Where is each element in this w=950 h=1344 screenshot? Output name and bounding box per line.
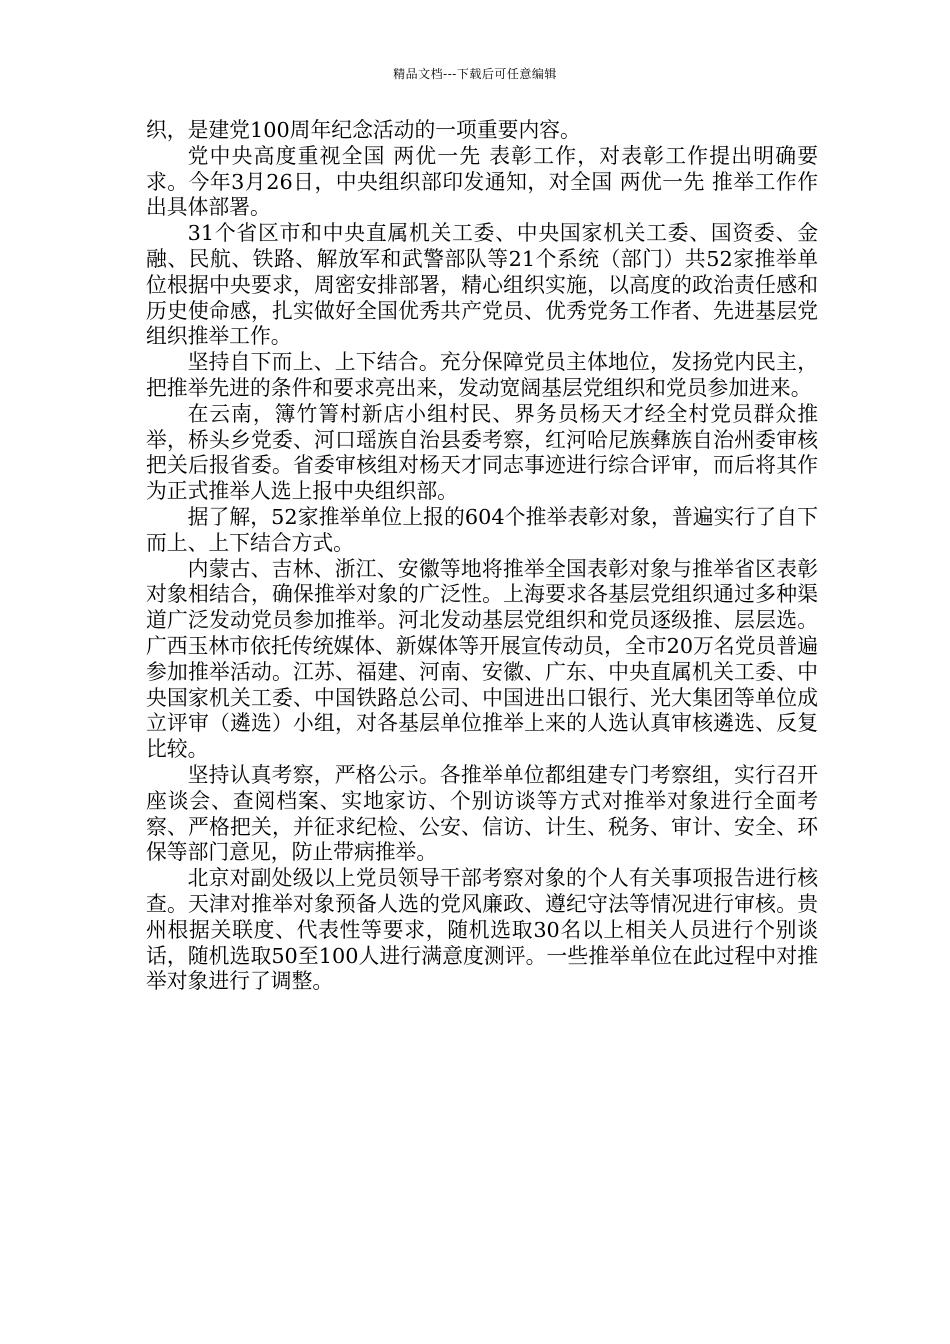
page-header: 精品文档---下载后可任意编辑 — [393, 67, 557, 81]
paragraph: 内蒙古、吉林、浙江、安徽等地将推举全国表彰对象与推举省区表彰对象相结合，确保推举对象的广泛性。上海要求各基层党组织通过多种渠道广泛发动党员参加推举。河北发动基层党组织和党员逐级推、层层选。广西玉林市依托传统媒体、新媒体等开展宣传动员，全市20万名党员普遍参加推举活动。江苏、福建、河南、安徽、广东、中央直属机关工委、中央国家机关工委、中国铁路总公司、中国进出口银行、光大集团等单位成立评审（遴选）小组，对各基层单位推举上来的人选认真审核遴选、反复比较。 — [146, 556, 818, 762]
paragraph: 坚持认真考察，严格公示。各推举单位都组建专门考察组，实行召开座谈会、查阅档案、实地家访、个别访谈等方式对推举对象进行全面考察、严格把关，并征求纪检、公安、信访、计生、税务、审计、安全、环保等部门意见，防止带病推举。 — [146, 762, 818, 865]
paragraph-continuation: 织，是建党100周年纪念活动的一项重要内容。 — [146, 118, 581, 142]
paragraph: 据了解，52家推举单位上报的604个推举表彰对象，普遍实行了自下而上、上下结合方式。 — [146, 504, 818, 555]
paragraph: 在云南，簿竹箐村新店小组村民、界务员杨天才经全村党员群众推举，桥头乡党委、河口瑶族自治县委考察，红河哈尼族彝族自治州委审核把关后报省委。省委审核组对杨天才同志事迹进行综合评审，而后将其作为正式推举人选上报中央组织部。 — [146, 401, 818, 504]
paragraph: 31个省区市和中央直属机关工委、中央国家机关工委、国资委、金融、民航、铁路、解放军和武警部队等21个系统（部门）共52家推举单位根据中央要求，周密安排部署，精心组织实施，以高度的政治责任感和历史使命感，扎实做好全国优秀共产党员、优秀党务工作者、先进基层党组织推举工作。 — [146, 221, 818, 349]
paragraph: 北京对副处级以上党员领导干部考察对象的个人有关事项报告进行核查。天津对推举对象预备人选的党风廉政、遵纪守法等情况进行审核。贵州根据关联度、代表性等要求，随机选取30名以上相关人员进行个别谈话，随机选取50至100人进行满意度测评。一些推举单位在此过程中对推举对象进行了调整。 — [146, 866, 818, 994]
paragraph: 坚持自下而上、上下结合。充分保障党员主体地位，发扬党内民主，把推举先进的条件和要求亮出来，发动宽阔基层党组织和党员参加进来。 — [146, 350, 818, 400]
paragraph: 党中央高度重视全国 两优一先 表彰工作，对表彰工作提出明确要求。今年3月26日，中央组织部印发通知，对全国 两优一先 推举工作作出具体部署。 — [146, 143, 818, 220]
document-body — [146, 118, 818, 995]
